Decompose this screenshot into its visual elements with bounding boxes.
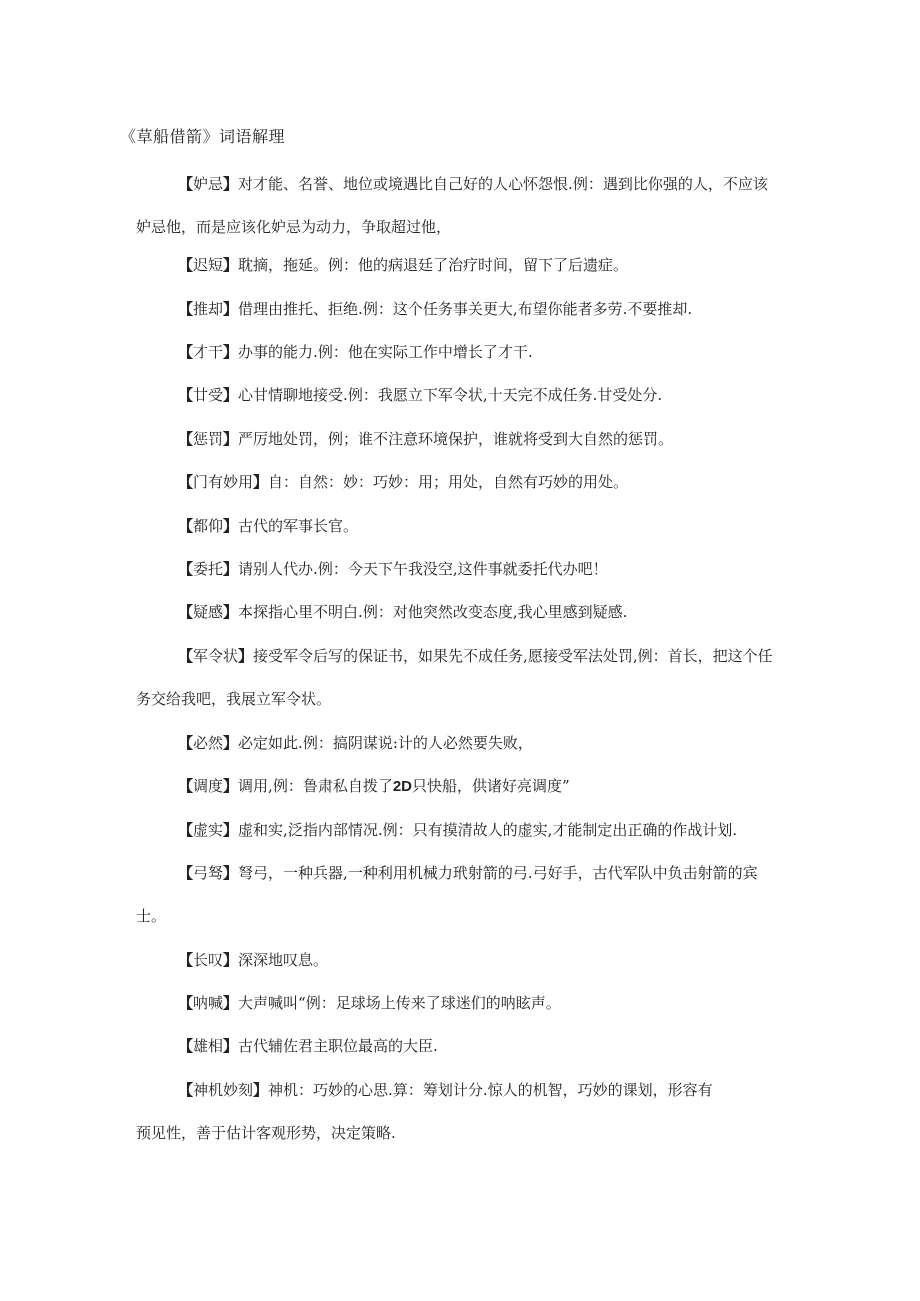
entry-definition: 严厉地处罚，例；谁不注意环境保护，谁就将受到大自然的惩罚。 bbox=[238, 430, 674, 448]
entry-prime-minister: 【雄相】古代辅佐君主职位最高的大臣. bbox=[178, 1037, 438, 1055]
entry-definition: 深深地叹息。 bbox=[238, 951, 329, 969]
entry-definition: 本探指心里不明白.例：对他突然改变态度,我心里感到疑感. bbox=[238, 603, 628, 621]
entry-inevitably: 【必然】必定如此.例：搞阴谋说:计的人必然要失败， bbox=[178, 734, 533, 752]
entry-doubt: 【疑感】本探指心里不明白.例：对他突然改变态度,我心里感到疑感. bbox=[178, 603, 628, 621]
entry-term: 委托 bbox=[193, 560, 224, 578]
entry-true-situation: 【虚实】虚和实,泛指内部情况.例：只有摸清故人的虚实,才能制定出正确的作战计划. bbox=[178, 821, 738, 839]
entry-term: 军令状 bbox=[193, 647, 239, 665]
entry-definition-number: 2D bbox=[392, 778, 413, 795]
entry-definition-continued: 务交给我吧，我展立军令状。 bbox=[136, 690, 332, 708]
page-title: 《草船借箭》词语解理 bbox=[120, 127, 286, 146]
entry-long-sigh: 【长叹】深深地叹息。 bbox=[178, 951, 329, 969]
entry-entrust: 【委托】请别人代办.例：今天下午我没空,这件事就委托代办吧！ bbox=[178, 560, 608, 578]
entry-term: 推却 bbox=[193, 300, 224, 318]
entry-term: 门有妙用 bbox=[193, 473, 254, 491]
entry-definition: 古代的军事长官。 bbox=[238, 517, 359, 535]
entry-definition: 只快船，供诸好亮调度” bbox=[412, 777, 570, 795]
entry-ability: 【才干】办事的能力.例：他在实际工作中增长了才干. bbox=[178, 343, 533, 361]
entry-crossbow: 【弓驽】弩弓，一种兵器,一种利用机械力玳射箭的弓.弓好手，古代军队中负击射箭的宾 士。 bbox=[178, 852, 828, 938]
entry-definition: 请别人代办.例：今天下午我没空,这件事就委托代办吧！ bbox=[238, 560, 608, 578]
entry-definition: 古代辅佐君主职位最高的大臣. bbox=[238, 1037, 438, 1055]
entry-definition: 自：自然：妙：巧妙：用；用处，自然有巧妙的用处。 bbox=[268, 473, 629, 491]
entry-term: 迟短 bbox=[193, 256, 224, 274]
entry-term: 妒忌 bbox=[193, 175, 224, 193]
entry-term: 雄相 bbox=[193, 1037, 224, 1055]
entry-term: 虚实 bbox=[193, 821, 224, 839]
entry-ingenious-plan: 【神机妙刻】神机：巧妙的心思.算：筹划计分.惊人的机智，巧妙的课划，形容有 预见性，善于估计客观形势，决定策略. bbox=[178, 1069, 828, 1155]
entry-shout: 【呐喊】大声喊叫“例：足球场上传来了球迷们的呐眩声。 bbox=[178, 994, 561, 1012]
entry-clever-use: 【门有妙用】自：自然：妙：巧妙：用；用处，自然有巧妙的用处。 bbox=[178, 473, 629, 491]
entry-definition: 调用,例：鲁肃私自拨了 bbox=[238, 777, 393, 795]
entry-decline: 【推却】借理由推托、拒绝.例：这个任务事关更大,布望你能者多劳.不要推却. bbox=[178, 300, 693, 318]
entry-term: 才干 bbox=[193, 343, 224, 361]
entry-military-pledge: 【军令状】接受军令后写的保证书，如果先不成任务,愿接受军法处罚,例：首长，把这个任 务交给我吧，我展立军令状。 bbox=[178, 635, 828, 721]
entry-definition-continued: 妒忌他，而是应该化妒忌为动力，争取超过他， bbox=[136, 218, 452, 236]
entry-definition-continued: 预见性，善于估计客观形势，决定策略. bbox=[136, 1124, 396, 1142]
entry-definition: 接受军令后写的保证书，如果先不成任务,愿接受军法处罚,例：首长，把这个任 bbox=[253, 647, 773, 665]
entry-term: 疑感 bbox=[193, 603, 224, 621]
entry-definition: 必定如此.例：搞阴谋说:计的人必然要失败， bbox=[238, 734, 533, 752]
entry-jealousy: 【妒忌】对才能、名誉、地位或境遇比自己好的人心怀怨恨.例：遇到比你强的人，不应该 妒忌他，而是应该化妒忌为动力，争取超过他， bbox=[178, 163, 828, 249]
entry-willingly-accept: 【廿受】心甘情聊地接受.例：我愿立下军令状,十天完不成任务.甘受处分. bbox=[178, 386, 663, 404]
entry-delay: 【迟短】耽摘，拖延。例：他的病退廷了治疗时间，留下了后遗症。 bbox=[178, 256, 629, 274]
entry-punish: 【惩罚】严厉地处罚，例；谁不注意环境保护，谁就将受到大自然的惩罚。 bbox=[178, 430, 674, 448]
entry-definition: 虚和实,泛指内部情况.例：只有摸清故人的虚实,才能制定出正确的作战计划. bbox=[238, 821, 738, 839]
entry-term: 必然 bbox=[193, 734, 224, 752]
entry-definition: 弩弓，一种兵器,一种利用机械力玳射箭的弓.弓好手，古代军队中负击射箭的宾 bbox=[238, 864, 758, 882]
entry-definition: 办事的能力.例：他在实际工作中增长了才干. bbox=[238, 343, 533, 361]
entry-definition: 耽摘，拖延。例：他的病退廷了治疗时间，留下了后遗症。 bbox=[238, 256, 629, 274]
entry-term: 呐喊 bbox=[193, 994, 224, 1012]
entry-definition: 借理由推托、拒绝.例：这个任务事关更大,布望你能者多劳.不要推却. bbox=[238, 300, 693, 318]
entry-definition: 对才能、名誉、地位或境遇比自己好的人心怀怨恨.例：遇到比你强的人，不应该 bbox=[238, 175, 768, 193]
entry-term: 都仰 bbox=[193, 517, 224, 535]
entry-term: 调度 bbox=[193, 777, 224, 795]
entry-term: 长叹 bbox=[193, 951, 224, 969]
entry-dispatch: 【调度】调用,例：鲁肃私自拨了2D只快船，供诸好亮调度” bbox=[178, 777, 570, 795]
entry-term: 弓驽 bbox=[193, 864, 224, 882]
entry-definition: 神机：巧妙的心思.算：筹划计分.惊人的机智，巧妙的课划，形容有 bbox=[268, 1081, 713, 1099]
entry-definition-continued: 士。 bbox=[136, 907, 167, 925]
entry-term: 神机妙刻 bbox=[193, 1081, 254, 1099]
entry-commander: 【都仰】古代的军事长官。 bbox=[178, 517, 359, 535]
entry-term: 廿受 bbox=[193, 386, 224, 404]
entry-definition: 心甘情聊地接受.例：我愿立下军令状,十天完不成任务.甘受处分. bbox=[238, 386, 663, 404]
entry-term: 惩罚 bbox=[193, 430, 224, 448]
entry-definition: 大声喊叫“例：足球场上传来了球迷们的呐眩声。 bbox=[238, 994, 561, 1012]
